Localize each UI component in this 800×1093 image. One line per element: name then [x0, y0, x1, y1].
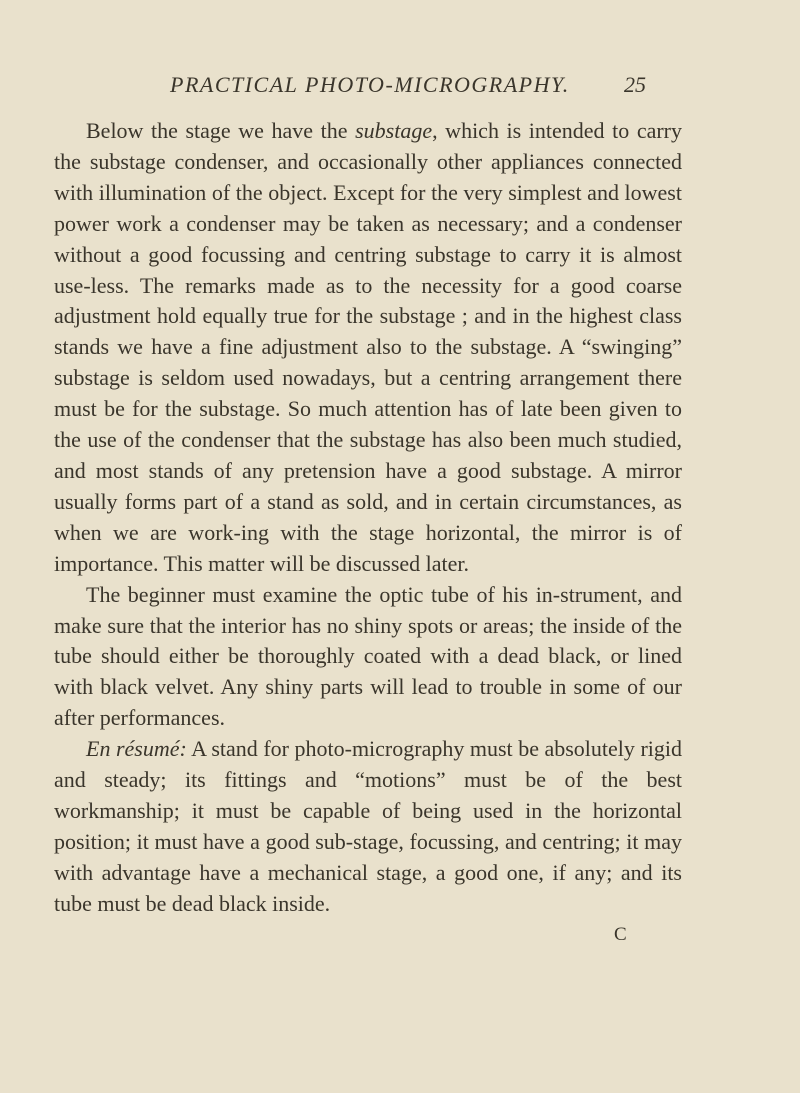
paragraph-substage — [54, 116, 682, 580]
paragraph-text: The beginner must examine the optic tube of his in-strument, and make sure that the interior has no shiny spots or areas; the inside of the tube should either be thoroughly coated with a dead black, or lined with black velvet. Any shiny parts will lead to trouble in some of our after performances. — [54, 581, 682, 731]
page-number: 25 — [624, 72, 646, 97]
paragraph-text: A stand for photo-micrography must be absolutely rigid and steady; its fittings and “motions” must be of the best workmanship; it must be capable of being used in the horizontal position; it must have a good sub-stage, focussing, and centring; it may with advantage have a mechanical stage, a good one, if any; and its tube must be dead black inside. — [54, 736, 682, 916]
paragraph-text: Below the stage we have the — [86, 118, 356, 143]
signature-mark: C — [614, 924, 627, 945]
paragraph-resume — [54, 734, 682, 919]
paragraph-optic-tube — [54, 580, 682, 735]
emphasis-en-resume: En résumé: — [86, 736, 187, 762]
emphasis-substage: substage — [355, 118, 433, 143]
paragraph-text: , which is intended to carry the substage condenser, and occasionally other appliances connected with illumination of the object. Except for the very simplest and lowest power work a condenser may be taken as necessary; and a condenser without a good focussing and centring substage to carry it is almost use-less. The remarks made as to the necessity for a good coarse adjustment hold equally true for the substage ; and in the highest class stands we have a fine adjustment also to the substage. A “swinging” substage is seldom used nowadays, but a centring arrangement there must be for the substage. So much attention has of late been given to the use of the condenser that the substage has also been much studied, and most stands of any pretension have a good substage. A mirror usually forms part of a stand as sold, and in certain circumstances, as when we are work-ing with the stage horizontal, the mirror is of importance. This matter will be discussed later. — [54, 118, 682, 576]
body-text — [54, 116, 682, 920]
running-title: PRACTICAL PHOTO-MICROGRAPHY. — [170, 72, 570, 97]
